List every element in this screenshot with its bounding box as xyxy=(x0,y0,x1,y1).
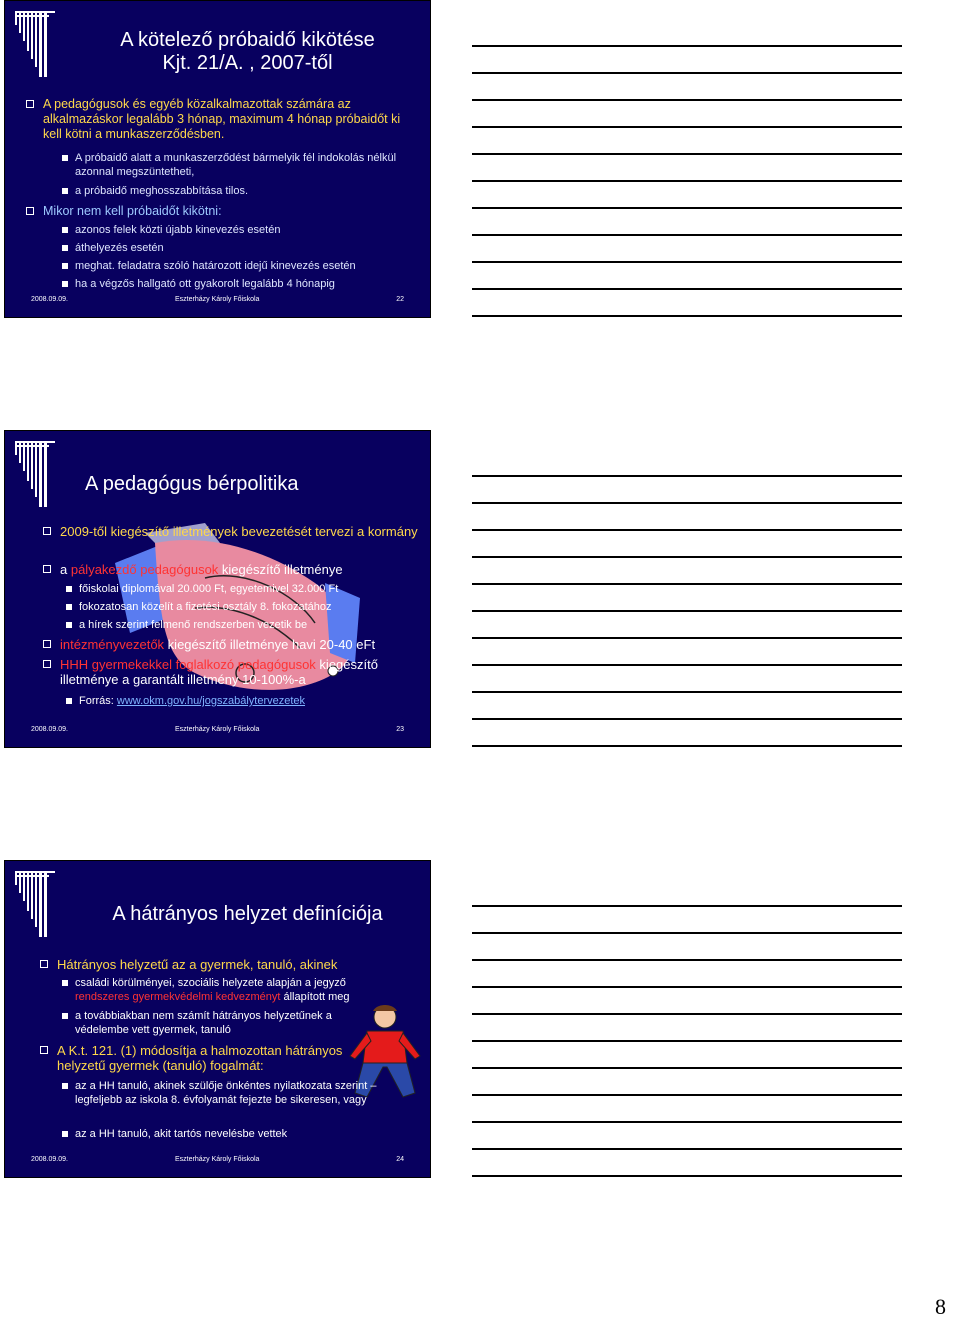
bullet-text: a pályakezdő pedagógusok kiegészítő illetménye xyxy=(60,562,418,577)
sub-bullet-text: meghat. feladatra szóló határozott idejű kinevezés esetén xyxy=(75,259,420,273)
slide-date: 2008.09.09. xyxy=(31,296,68,303)
notes-lines xyxy=(472,45,902,342)
slide-date: 2008.09.09. xyxy=(31,1156,68,1163)
slide-title: A kötelező próbaidő kikötése Kjt. 21/A. , 2007-től xyxy=(120,29,375,74)
sub-bullet-text: Forrás: www.okm.gov.hu/jogszabálytervezetek xyxy=(79,694,420,708)
sub-bullet-text: az a HH tanuló, akit tartós nevelésbe vettek xyxy=(75,1127,420,1141)
sub-bullet-text: családi körülményei, szociális helyzete alapján a jegyző rendszeres gyermekvédelmi kedvezményt állapított meg xyxy=(75,976,390,1004)
slide-decoration-bars xyxy=(13,439,63,509)
slide-title: A pedagógus bérpolitika xyxy=(85,473,299,495)
slide-23 xyxy=(4,430,431,748)
notes-lines xyxy=(472,475,902,772)
bullet-text: HHH gyermekekkel foglalkozó pedagógusok kiegészítő illetménye a garantált illetmény 10-100%-a xyxy=(60,657,418,687)
slide-24 xyxy=(4,860,431,1178)
notes-lines xyxy=(472,905,902,1202)
bullet-text: intézményvezetők kiegészítő illetménye havi 20-40 eFt xyxy=(60,637,418,652)
slide-decoration-bars xyxy=(13,9,63,79)
bullet-text: Hátrányos helyzetű az a gyermek, tanuló, akinek xyxy=(57,957,418,972)
source-link[interactable]: www.okm.gov.hu/jogszabálytervezetek xyxy=(116,695,306,707)
sub-bullet-text: a hírek szerint felmenő rendszerben vezetik be xyxy=(79,618,420,632)
sub-bullet-text: főiskolai diplomával 20.000 Ft, egyetemivel 32.000 Ft xyxy=(79,582,420,596)
slide-number: 24 xyxy=(396,1156,404,1163)
slide-number: 22 xyxy=(396,296,404,303)
sub-bullet-text: fokozatosan közelít a fizetési osztály 8. fokozatához xyxy=(79,600,420,614)
slide-footer: Eszterházy Károly Főiskola xyxy=(175,296,260,303)
bullet-text: A pedagógusok és egyéb közalkalmazottak számára az alkalmazáskor legalább 3 hónap, maximum 4 hónap próbaidőt ki kell kötni a munkaszerződésben. xyxy=(43,97,418,142)
sub-bullet-text: az a HH tanuló, akinek szülője önkéntes nyilatkozata szerint – legfeljebb az iskola 8. évfolyamát fejezte be sikeresen, vagy xyxy=(75,1079,390,1107)
bullet-text: A K.t. 121. (1) módosítja a halmozottan hátrányos helyzetű gyermek (tanuló) fogalmát: xyxy=(57,1043,350,1073)
slide-footer: Eszterházy Károly Főiskola xyxy=(175,726,260,733)
slide-22 xyxy=(4,0,431,318)
sub-bullet-text: áthelyezés esetén xyxy=(75,241,420,255)
sub-bullet-text: A próbaidő alatt a munkaszerződést bármelyik fél indokolás nélkül azonnal megszüntetheti, xyxy=(75,151,420,179)
bullet-text: 2009-től kiegészítő illetmények bevezetését tervezi a kormány xyxy=(60,524,418,539)
sub-bullet-text: azonos felek közti újabb kinevezés esetén xyxy=(75,223,420,237)
bullet-text: Mikor nem kell próbaidőt kikötni: xyxy=(43,204,418,219)
slide-number: 23 xyxy=(396,726,404,733)
slide-decoration-bars xyxy=(13,869,63,939)
slide-date: 2008.09.09. xyxy=(31,726,68,733)
page-number: 8 xyxy=(935,1294,946,1319)
sub-bullet-text: a továbbiakban nem számít hátrányos helyzetűnek a védelembe vett gyermek, tanuló xyxy=(75,1009,380,1037)
sub-bullet-text: ha a végzős hallgató ott gyakorolt legalább 4 hónapig xyxy=(75,277,420,291)
slide-footer: Eszterházy Károly Főiskola xyxy=(175,1156,260,1163)
sub-bullet-text: a próbaidő meghosszabbítása tilos. xyxy=(75,184,420,198)
slide-title: A hátrányos helyzet definíciója xyxy=(112,903,383,925)
